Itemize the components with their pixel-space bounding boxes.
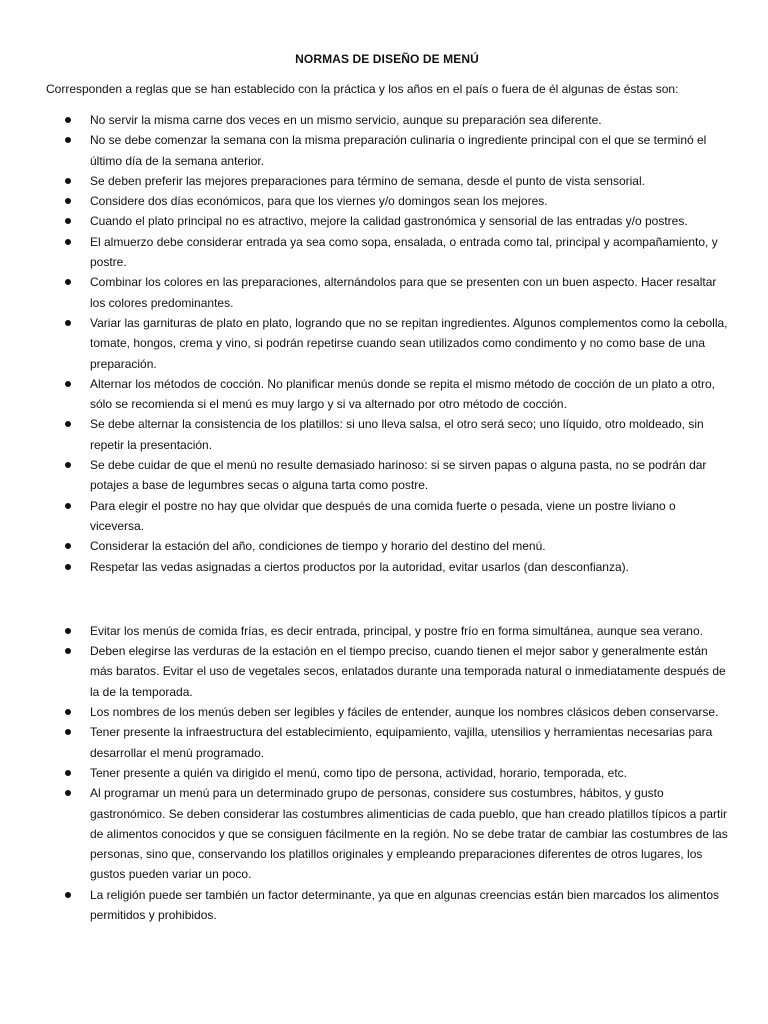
bullet-icon xyxy=(65,239,71,245)
rules-list-1 xyxy=(46,110,728,577)
list-item-text: Al programar un menú para un determinado grupo de personas, considere sus costumbres, hábitos, y gusto gastronómico. Se deben considerar las costumbres alimenticias de cada pueblo, que han creado platillos típicos a partir de alimentos conocidos y que se consiguen fácilmente en la región. No se debe tratar de cambiar las costumbres de las personas, sino que, conservando los platillos originales y empleando preparaciones diferentes de otros lugares, los gustos pueden variar un poco. xyxy=(90,786,728,882)
bullet-icon xyxy=(65,790,71,796)
bullet-icon xyxy=(65,628,71,634)
list-item-text: Deben elegirse las verduras de la estación en el tiempo preciso, cuando tienen el mejor sabor y generalmente están más baratos. Evitar el uso de vegetales secos, enlatados durante una temporada natural o inmediatamente después de la de la temporada. xyxy=(90,644,726,699)
bullet-icon xyxy=(65,564,71,570)
bullet-icon xyxy=(65,137,71,143)
list-item xyxy=(46,313,728,374)
list-item xyxy=(46,374,728,415)
list-item xyxy=(46,702,728,722)
bullet-icon xyxy=(65,218,71,224)
bullet-icon xyxy=(65,729,71,735)
list-item-text: Se debe cuidar de que el menú no resulte demasiado harinoso: si se sirven papas o alguna pasta, no se podrán dar potajes a base de legumbres secas o alguna tarta como postre. xyxy=(90,458,707,493)
list-item xyxy=(46,211,728,231)
list-item-text: Alternar los métodos de cocción. No planificar menús donde se repita el mismo método de cocción de un plato a otro, sólo se recomienda si el menú es muy largo y si va alternado por otro método de cocción. xyxy=(90,376,716,412)
list-item-text: Tener presente la infraestructura del establecimiento, equipamiento, vajilla, utensilios y herramientas necesarias para desarrollar el menú programado. xyxy=(90,725,713,760)
list-item-text: No se debe comenzar la semana con la misma preparación culinaria o ingrediente principal con el que se terminó el último día de la semana anterior. xyxy=(90,133,707,168)
list-item-text: Se debe alternar la consistencia de los platillos: si uno lleva salsa, el otro será seco; uno líquido, otro moldeado, sin repetir la presentación. xyxy=(90,417,704,452)
list-item xyxy=(46,783,728,884)
bullet-icon xyxy=(65,198,71,204)
list-item-text: El almuerzo debe considerar entrada ya sea como sopa, ensalada, o entrada como tal, principal y acompañamiento, y postre. xyxy=(90,234,718,270)
bullet-icon xyxy=(65,709,71,715)
list-item-text: Se deben preferir las mejores preparaciones para término de semana, desde el punto de vista sensorial. xyxy=(90,173,645,188)
bullet-icon xyxy=(65,770,71,776)
list-item-text: Tener presente a quién va dirigido el menú, como tipo de persona, actividad, horario, temporada, etc. xyxy=(90,765,627,780)
document-title: NORMAS DE DISEÑO DE MENÚ xyxy=(295,52,479,66)
section-spacer xyxy=(46,577,728,621)
list-item-text: La religión puede ser también un factor determinante, ya que en algunas creencias están bien marcados los alimentos permitidos y prohibidos. xyxy=(90,887,720,922)
list-item-text: Los nombres de los menús deben ser legibles y fáciles de entender, aunque los nombres clásicos deben conservarse. xyxy=(90,705,719,720)
list-item xyxy=(46,110,728,130)
list-item xyxy=(46,232,728,273)
bullet-icon xyxy=(65,503,71,509)
bullet-icon xyxy=(65,320,71,326)
list-item-text: Considere dos días económicos, para que los viernes y/o domingos sean los mejores. xyxy=(90,194,548,209)
list-item-text: Evitar los menús de comida frías, es decir entrada, principal, y postre frío en forma simultánea, aunque sea verano. xyxy=(90,623,703,638)
bullet-icon xyxy=(65,462,71,468)
list-item xyxy=(46,130,728,171)
list-item xyxy=(46,272,728,313)
bullet-icon xyxy=(65,543,71,549)
list-item xyxy=(46,496,728,537)
bullet-icon xyxy=(65,648,71,654)
list-item xyxy=(46,763,728,783)
list-item xyxy=(46,414,728,455)
list-item xyxy=(46,885,728,926)
bullet-icon xyxy=(65,892,71,898)
list-item xyxy=(46,455,728,496)
list-item xyxy=(46,621,728,641)
list-item xyxy=(46,557,728,577)
list-item-text: Cuando el plato principal no es atractivo, mejore la calidad gastronómica y sensorial de las entradas y/o postres. xyxy=(90,214,688,229)
list-item xyxy=(46,191,728,211)
list-item xyxy=(46,536,728,556)
list-item xyxy=(46,722,728,763)
list-item-text: No servir la misma carne dos veces en un mismo servicio, aunque su preparación sea diferente. xyxy=(90,113,602,127)
document-intro: Corresponden a reglas que se han establecido con la práctica y los años en el país o fuera de él algunas de éstas son: xyxy=(46,82,679,96)
list-item-text: Para elegir el postre no hay que olvidar que después de una comida fuerte o pesada, viene un postre liviano o viceversa. xyxy=(90,498,676,533)
bullet-icon xyxy=(65,178,71,184)
rules-list-2 xyxy=(46,621,728,925)
bullet-icon xyxy=(65,381,71,387)
list-item-text: Variar las garnituras de plato en plato, logrando que no se repitan ingredientes. Algunos complementos como la cebolla, tomate, hongos, crema y vino, si podrán repetirse cuando sean utilizados como condimento y no como base de una preparación. xyxy=(90,315,728,371)
bullet-icon xyxy=(65,117,71,123)
list-item-text: Combinar los colores en las preparaciones, alternándolos para que se presenten con un buen aspecto. Hacer resaltar los colores predominantes. xyxy=(90,275,717,310)
list-item-text: Considerar la estación del año, condiciones de tiempo y horario del destino del menú. xyxy=(90,539,546,554)
list-item-text: Respetar las vedas asignadas a ciertos productos por la autoridad, evitar usarlos (dan desconfianza). xyxy=(90,559,629,574)
bullet-icon xyxy=(65,421,71,427)
list-item xyxy=(46,641,728,702)
list-item xyxy=(46,171,728,191)
bullet-icon xyxy=(65,279,71,285)
